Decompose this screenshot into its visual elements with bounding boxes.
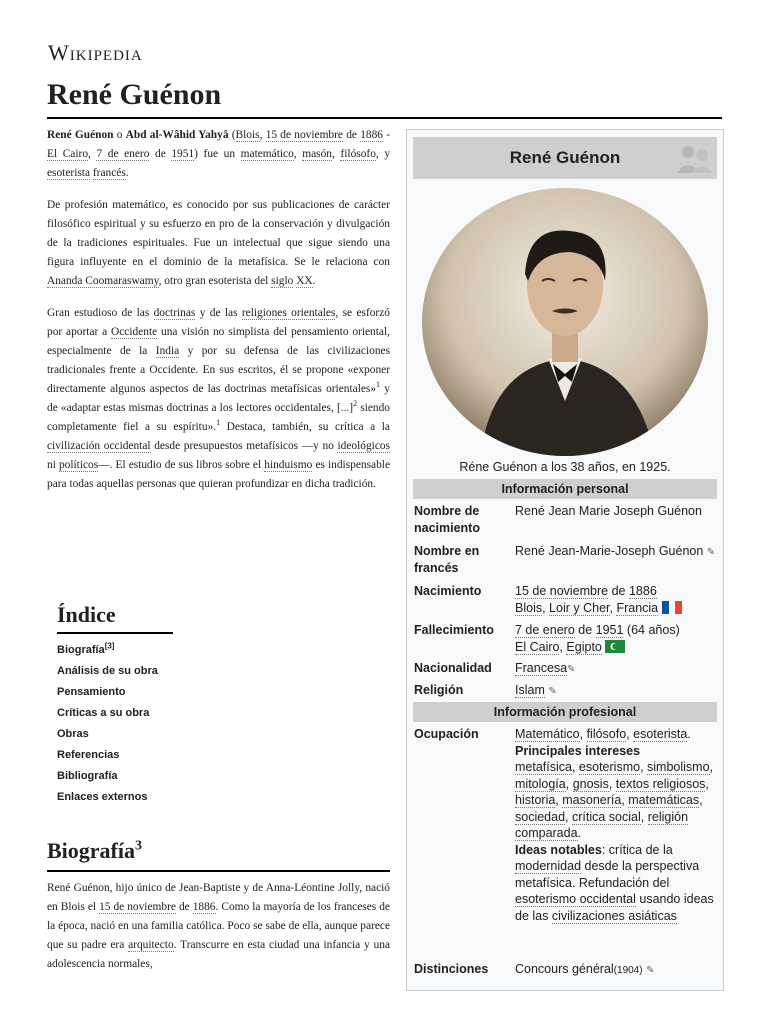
toc-item[interactable]: Críticas a su obra xyxy=(57,707,150,719)
link-loir-cher[interactable]: Loir y Cher xyxy=(549,600,610,615)
label: Distinciones xyxy=(414,962,489,976)
link-blois[interactable]: Blois xyxy=(235,129,260,141)
text: de xyxy=(608,584,629,598)
text: , xyxy=(259,129,266,141)
link-interest[interactable]: crítica social xyxy=(572,809,641,824)
link-civilizacion-occidental[interactable]: civilización occidental xyxy=(47,440,151,452)
link-cairo[interactable]: El Cairo xyxy=(47,148,89,160)
text: de xyxy=(574,623,596,637)
biography-heading xyxy=(47,838,142,864)
biography-paragraph xyxy=(47,879,390,974)
label: Nombre de nacimiento xyxy=(414,504,480,535)
link-interest[interactable]: simbolismo xyxy=(647,760,710,774)
link-interest[interactable]: gnosis xyxy=(572,776,609,791)
link-cairo[interactable]: El Cairo xyxy=(515,639,560,654)
ref-sup[interactable]: 1 xyxy=(216,418,221,428)
label: Fallecimiento xyxy=(414,623,494,637)
value xyxy=(515,543,721,562)
link-religiones-orientales[interactable]: religiones orientales xyxy=(241,307,336,319)
infobox-title: René Guénon xyxy=(509,148,621,167)
link-egipto[interactable]: Egipto xyxy=(566,639,602,654)
portrait-photo[interactable] xyxy=(420,186,710,458)
page-title: René Guénon xyxy=(47,78,222,111)
text: Destaca, también, su crítica a la xyxy=(220,421,390,433)
value xyxy=(515,961,721,980)
text: desde presupuestos metafísicos —y no xyxy=(150,440,338,452)
age: (64 años) xyxy=(623,623,680,637)
year: (1904) xyxy=(613,965,643,976)
link-islam[interactable]: Islam xyxy=(515,683,545,697)
link-civilizaciones-asiaticas[interactable]: civilizaciones asiáticas xyxy=(551,908,677,923)
france-flag-icon xyxy=(662,601,682,614)
text: es indispensable para todas aquellas personas que quieran profundizar en dicha tradición. xyxy=(47,459,391,490)
intro-paragraph-2 xyxy=(47,196,390,291)
bold-arabic-name: Abd al-Wâhid Yahyâ xyxy=(125,129,229,141)
link-arquitecto[interactable]: arquitecto xyxy=(128,939,174,951)
biography-divider xyxy=(47,870,390,872)
link-date-death[interactable]: 7 de enero xyxy=(96,148,150,160)
text: y de las xyxy=(195,307,242,319)
toc-title: Índice xyxy=(57,602,116,627)
text: y por su defensa de las civilizaciones tradicionales frente a Occidente. En sus escritos, él se propone «exponer directamente algunos aspectos de las doctrinas metafísicas orientales» xyxy=(47,345,391,395)
link-interest[interactable]: metafísica xyxy=(515,760,572,774)
link-india[interactable]: India xyxy=(155,345,180,357)
toc-item[interactable]: Obras xyxy=(57,728,89,740)
link-year-death[interactable]: 1951 xyxy=(171,148,195,160)
infobox xyxy=(406,129,724,991)
value: 7 de enero de 1951 (64 años) El Cairo, Egipto xyxy=(515,623,680,654)
photo-caption: Réne Guénon a los 38 años, en 1925. xyxy=(459,460,671,474)
text: , xyxy=(88,148,97,160)
toc-item[interactable]: Bibliografía xyxy=(57,770,118,782)
link-interest[interactable]: sociedad xyxy=(515,809,566,824)
label: Religión xyxy=(414,683,464,697)
value xyxy=(515,660,721,679)
value: 15 de noviembre de 1886 Blois, Loir y Cher, Francia xyxy=(515,583,721,616)
value-text: René Jean-Marie-Joseph Guénon xyxy=(515,544,704,558)
value-text: Concours général xyxy=(515,962,614,976)
link-birth-date[interactable]: 15 de noviembre xyxy=(515,584,609,598)
label: Nombre en francés xyxy=(414,544,480,575)
link-interest[interactable]: mitología xyxy=(515,776,566,791)
text: , otro gran esoterista del xyxy=(158,275,272,287)
label: Ocupación xyxy=(414,727,479,741)
link-siglo[interactable]: siglo xyxy=(271,275,294,287)
link-interest[interactable]: esoterismo xyxy=(578,760,641,774)
heading-text: Biografía xyxy=(47,838,135,863)
ref-sup[interactable]: 1 xyxy=(376,380,381,390)
ref-sup[interactable]: 2 xyxy=(353,399,358,409)
intro-paragraph-3 xyxy=(47,304,390,494)
link-filosofo[interactable]: filósofo xyxy=(586,727,627,741)
link-matematico[interactable]: Matemático xyxy=(515,727,580,741)
toc-item[interactable]: Análisis de su obra xyxy=(57,665,158,677)
link-death-year[interactable]: 1951 xyxy=(595,623,624,637)
link-interest[interactable]: textos religiosos xyxy=(615,776,706,791)
text: : crítica de la xyxy=(601,842,673,857)
link-death-date[interactable]: 7 de enero xyxy=(515,623,575,637)
text: . Transcurre en esta ciudad una infancia y una adolescencia normales, xyxy=(47,939,390,970)
link-ananda[interactable]: Ananda Coomaraswamy xyxy=(47,275,159,287)
pencil-icon[interactable]: ✎ xyxy=(646,965,655,976)
link-hinduismo[interactable]: hinduismo xyxy=(264,459,313,471)
link-xx[interactable]: XX xyxy=(296,275,313,287)
link-modernidad[interactable]: modernidad xyxy=(515,859,582,873)
wikipedia-logo[interactable]: Wikipedia xyxy=(48,40,143,65)
article-intro xyxy=(47,126,390,507)
text: ) fue un xyxy=(194,148,241,160)
text: . xyxy=(125,167,129,179)
link-esoterista[interactable]: esoterista xyxy=(47,167,91,179)
link-esoterista[interactable]: esoterista xyxy=(633,727,688,741)
text: desde la perspectiva metafísica. Refundación del xyxy=(515,859,700,890)
link-birth-year[interactable]: 1886 xyxy=(628,584,657,598)
link-date-birth[interactable]: 15 de noviembre xyxy=(265,129,343,141)
text: usando ideas de las xyxy=(515,892,714,923)
link-year[interactable]: 1886 xyxy=(192,901,216,913)
text: , xyxy=(332,148,341,160)
text: Gran estudioso de las xyxy=(47,307,154,319)
text: una visión no simplista del pensamiento oriental, especialmente de la xyxy=(47,326,390,357)
text: de xyxy=(175,901,193,913)
value: René Jean Marie Joseph Guénon xyxy=(515,504,702,518)
bold-name: René Guénon xyxy=(47,129,114,141)
value: Matemático, filósofo, esoterista. Principales intereses metafísica, esoterismo, simbolismo, mitología, gnosis, textos religiosos, historia, masonería, matemáticas, sociedad, crítica social, religión comparada. Ideas notables: crítica de la modernidad desde la perspectiva metafísica. Refundación del esoterismo occidental usando ideas de las civilizaciones asiáticas xyxy=(515,727,714,923)
link-date[interactable]: 15 de noviembre xyxy=(99,901,176,913)
intro-paragraph-1 xyxy=(47,126,390,183)
text: de xyxy=(342,129,361,141)
toc-item[interactable]: Referencias xyxy=(57,749,120,761)
table-of-contents xyxy=(57,602,257,808)
link-year-birth[interactable]: 1886 xyxy=(360,129,383,141)
infobox-header xyxy=(413,137,717,179)
toc-divider xyxy=(57,632,173,634)
link-francia[interactable]: Francia xyxy=(616,600,659,615)
text: —. El estudio de sus libros sobre el xyxy=(98,459,265,471)
toc-item-label[interactable]: Biografía xyxy=(57,644,105,656)
interests-label: Principales intereses xyxy=(515,743,641,758)
link-politicos[interactable]: políticos xyxy=(58,459,99,471)
people-icon xyxy=(675,143,713,173)
link-ideologicos[interactable]: ideológicos xyxy=(337,440,390,452)
text: siendo completamente fiel a su espíritu». xyxy=(47,402,391,433)
text: René Guénon, hijo único de Jean-Baptiste y de Anna-Léontine Jolly, nació en Blois el xyxy=(47,882,390,913)
ideas-label: Ideas notables xyxy=(515,842,602,857)
link-occidente[interactable]: Occidente xyxy=(111,326,158,338)
egypt-flag-icon xyxy=(605,640,625,653)
text: ni xyxy=(47,459,59,471)
text: , y xyxy=(375,148,391,160)
text: de xyxy=(149,148,172,160)
label: Nacimiento xyxy=(414,584,482,598)
text: ( xyxy=(228,129,236,141)
pencil-icon[interactable]: ✎ xyxy=(706,547,716,558)
section-professional: Información profesional xyxy=(413,702,717,722)
text: . Como la mayoría de los franceses de la época, nació en una familia católica. Poco se sabe de ella, aunque parece que su padre era xyxy=(47,901,390,951)
toc-item[interactable]: Pensamiento xyxy=(57,686,126,698)
text: , xyxy=(293,148,303,160)
text: y de «adaptar estas mismas doctrinas a los lectores occidentales, [...] xyxy=(47,383,391,414)
pencil-icon[interactable]: ✎ xyxy=(548,686,557,697)
link-nationality[interactable]: Francesa xyxy=(515,661,568,675)
link-mason[interactable]: masón xyxy=(302,148,332,160)
text: De profesión matemático, es conocido por sus publicaciones de carácter filosófico espiritual y su esfuerzo en pro de la conservación y divulgación de la tradiciones espirituales. Fue un intelectual que sigue siendo una figura influyente en el dominio de la metafísica. Se le relaciona con xyxy=(47,199,390,268)
link-interest[interactable]: matemáticas xyxy=(628,793,700,807)
toc-item[interactable] xyxy=(57,640,257,661)
heading-ref-sup[interactable]: 3 xyxy=(135,838,142,854)
section-personal: Información personal xyxy=(413,479,717,499)
text: o xyxy=(113,129,126,141)
link-frances[interactable]: francés xyxy=(92,167,126,179)
value xyxy=(515,682,721,701)
toc-ref-sup[interactable]: [3] xyxy=(104,641,115,651)
link-interest[interactable]: masonería xyxy=(562,793,622,807)
link-esoterismo-occidental[interactable]: esoterismo occidental xyxy=(515,892,636,906)
text: . xyxy=(312,275,316,287)
link-matematico[interactable]: matemático xyxy=(240,148,294,160)
text: , se esforzó por aportar a xyxy=(47,307,390,338)
toc-item[interactable]: Enlaces externos xyxy=(57,791,148,803)
pencil-icon[interactable]: ✎ xyxy=(567,664,576,675)
link-doctrinas[interactable]: doctrinas xyxy=(153,307,196,319)
link-interest[interactable]: historia xyxy=(515,793,556,807)
link-interest[interactable]: religión comparada xyxy=(515,809,689,840)
link-filosofo[interactable]: filósofo xyxy=(340,148,376,160)
link-blois[interactable]: Blois xyxy=(515,600,543,615)
text: - xyxy=(382,129,390,141)
label: Nacionalidad xyxy=(414,661,492,675)
title-divider xyxy=(47,117,722,119)
